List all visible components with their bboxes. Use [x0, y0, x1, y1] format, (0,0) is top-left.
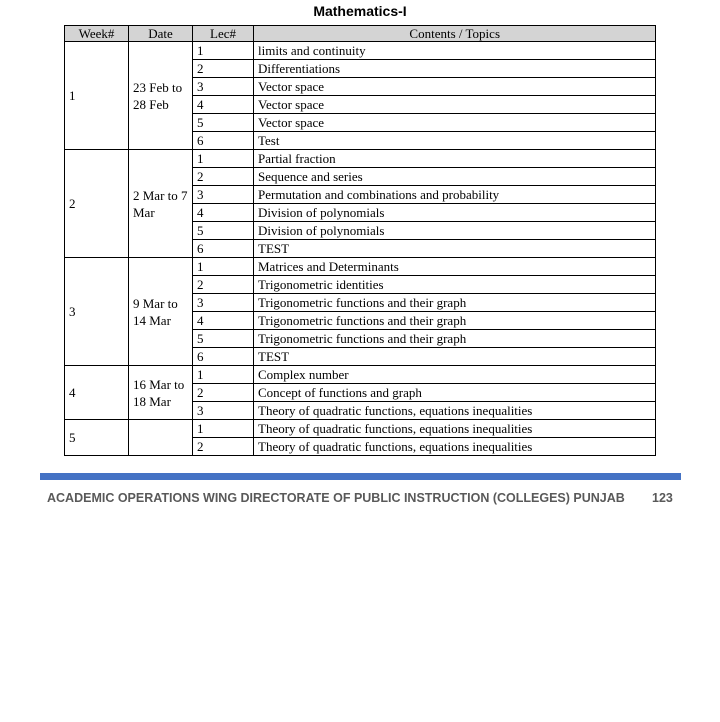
topic-cell: Division of polynomials — [254, 222, 656, 240]
lecture-number-cell: 1 — [193, 42, 254, 60]
lecture-number-cell: 5 — [193, 330, 254, 348]
topic-cell: TEST — [254, 348, 656, 366]
lecture-number-cell: 2 — [193, 438, 254, 456]
topic-cell: Concept of functions and graph — [254, 384, 656, 402]
topics-column-header: Contents / Topics — [254, 26, 656, 42]
lecture-number-cell: 3 — [193, 294, 254, 312]
topic-cell: Theory of quadratic functions, equations inequalities — [254, 438, 656, 456]
topic-cell: Vector space — [254, 78, 656, 96]
lecture-number-cell: 1 — [193, 258, 254, 276]
week-cell: 3 — [65, 258, 129, 366]
lecture-number-cell: 6 — [193, 348, 254, 366]
topic-cell: Complex number — [254, 366, 656, 384]
topic-cell: Partial fraction — [254, 150, 656, 168]
topic-cell: Vector space — [254, 96, 656, 114]
topic-cell: limits and continuity — [254, 42, 656, 60]
week-cell: 4 — [65, 366, 129, 420]
lecture-number-cell: 2 — [193, 168, 254, 186]
lecture-number-cell: 4 — [193, 312, 254, 330]
lecture-number-cell: 3 — [193, 78, 254, 96]
date-column-header: Date — [129, 26, 193, 42]
week-column-header: Week# — [65, 26, 129, 42]
date-cell: 9 Mar to 14 Mar — [129, 258, 193, 366]
lecture-number-cell: 3 — [193, 402, 254, 420]
footer-divider — [40, 473, 681, 480]
lecture-number-cell: 6 — [193, 240, 254, 258]
topic-cell: Test — [254, 132, 656, 150]
schedule-body — [65, 42, 656, 456]
topic-cell: TEST — [254, 240, 656, 258]
schedule-table — [64, 25, 656, 456]
document-title: Mathematics-I — [313, 3, 407, 19]
date-cell: 23 Feb to 28 Feb — [129, 42, 193, 150]
date-cell: 2 Mar to 7 Mar — [129, 150, 193, 258]
lecture-number-cell: 3 — [193, 186, 254, 204]
topic-cell: Trigonometric functions and their graph — [254, 294, 656, 312]
topic-cell: Differentiations — [254, 60, 656, 78]
topic-cell: Trigonometric functions and their graph — [254, 330, 656, 348]
lecture-number-cell: 4 — [193, 96, 254, 114]
table-row — [65, 150, 656, 168]
lecture-number-cell: 1 — [193, 150, 254, 168]
date-cell: 16 Mar to 18 Mar — [129, 366, 193, 420]
lec-column-header: Lec# — [193, 26, 254, 42]
lecture-number-cell: 2 — [193, 276, 254, 294]
lecture-number-cell: 1 — [193, 420, 254, 438]
topic-cell: Theory of quadratic functions, equations inequalities — [254, 402, 656, 420]
topic-cell: Trigonometric functions and their graph — [254, 312, 656, 330]
lecture-number-cell: 5 — [193, 222, 254, 240]
topic-cell: Trigonometric identities — [254, 276, 656, 294]
lecture-number-cell: 6 — [193, 132, 254, 150]
lecture-number-cell: 5 — [193, 114, 254, 132]
table-row — [65, 258, 656, 276]
topic-cell: Matrices and Determinants — [254, 258, 656, 276]
lecture-number-cell: 2 — [193, 384, 254, 402]
topic-cell: Division of polynomials — [254, 204, 656, 222]
table-row — [65, 420, 656, 438]
week-cell: 5 — [65, 420, 129, 456]
lecture-number-cell: 2 — [193, 60, 254, 78]
week-cell: 2 — [65, 150, 129, 258]
lecture-number-cell: 4 — [193, 204, 254, 222]
page-number: 123 — [652, 491, 673, 505]
week-cell: 1 — [65, 42, 129, 150]
topic-cell: Vector space — [254, 114, 656, 132]
date-cell — [129, 420, 193, 456]
table-header-row — [65, 26, 656, 42]
topic-cell: Permutation and combinations and probability — [254, 186, 656, 204]
table-row — [65, 366, 656, 384]
table-row — [65, 42, 656, 60]
footer-text: ACADEMIC OPERATIONS WING DIRECTORATE OF PUBLIC INSTRUCTION (COLLEGES) PUNJAB — [47, 491, 625, 505]
lecture-number-cell: 1 — [193, 366, 254, 384]
topic-cell: Theory of quadratic functions, equations inequalities — [254, 420, 656, 438]
topic-cell: Sequence and series — [254, 168, 656, 186]
